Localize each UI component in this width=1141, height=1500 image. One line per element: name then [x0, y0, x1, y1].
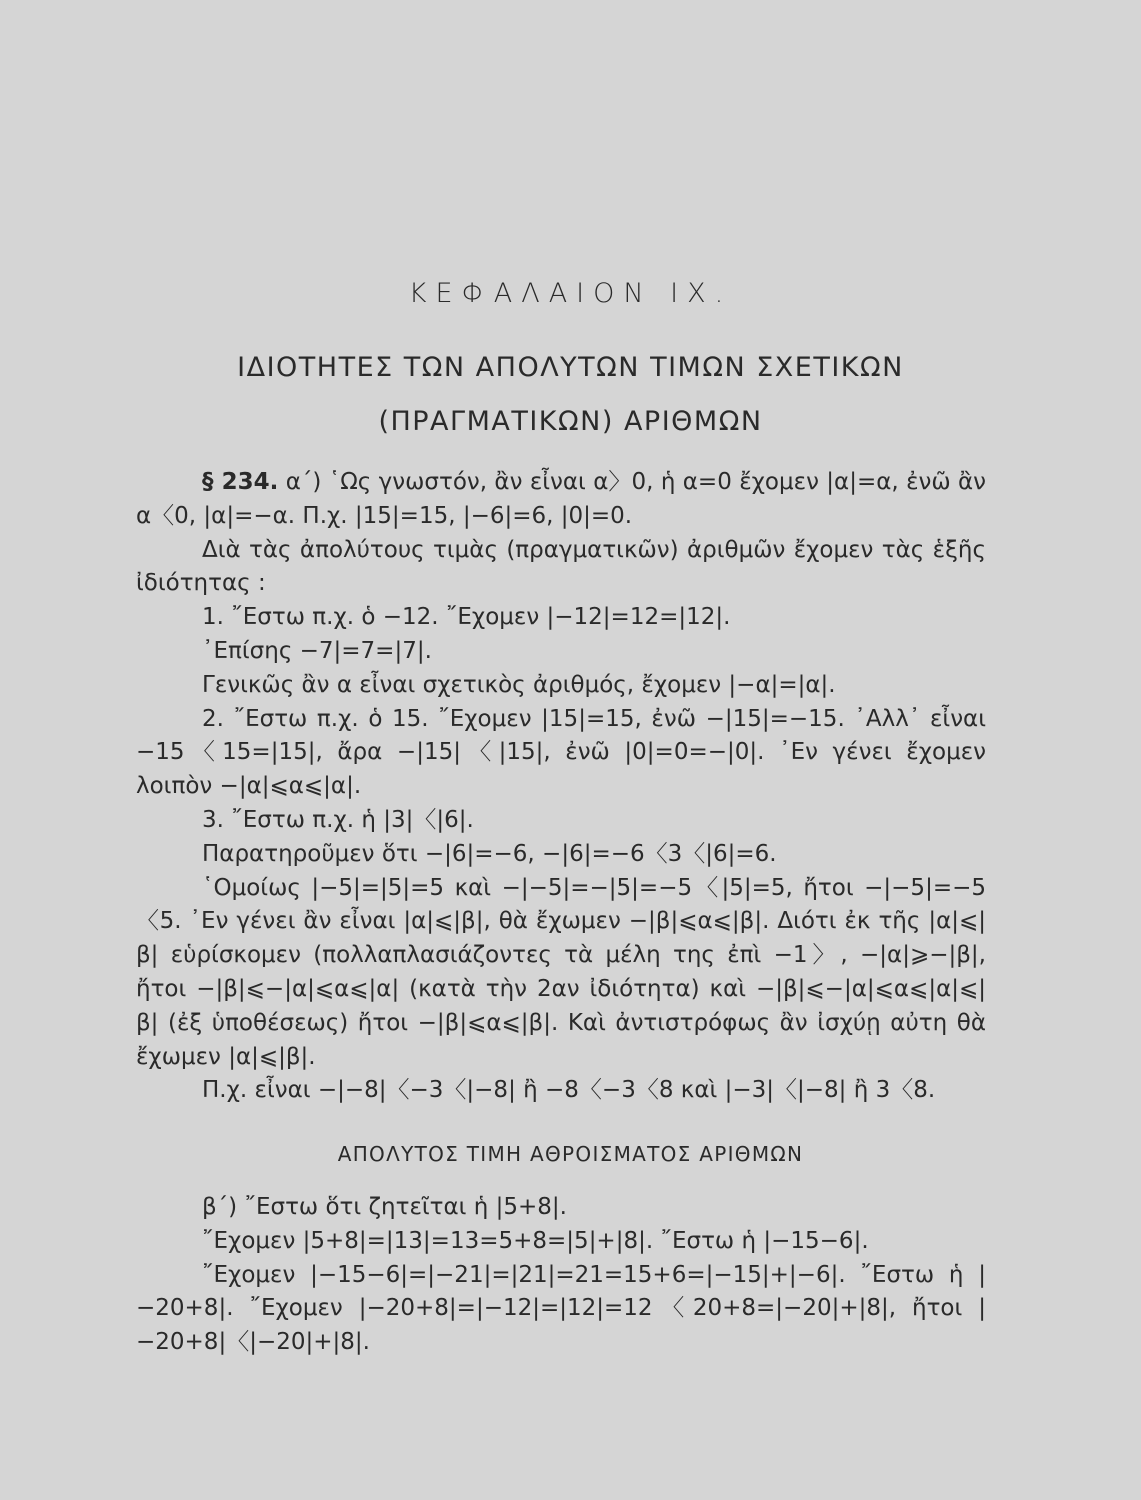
- chapter-title-line-1: ΙΔΙΟΤΗΤΕΣ ΤΩΝ ΑΠΟΛΥΤΩΝ ΤΙΜΩΝ ΣΧΕΤΙΚΩΝ: [237, 352, 904, 383]
- paragraph: Γενικῶς ἂν α εἶναι σχετικὸς ἀριθμός, ἔχομεν |−α|=|α|.: [202, 671, 836, 698]
- chapter-heading: ΚΕΦΑΛΑΙΟΝ ΙΧ.: [408, 278, 733, 309]
- paragraph: ῎Εχομεν |5+8|=|13|=13=5+8=|5|+|8|. ῎Εστω ἡ |−15−6|.: [202, 1227, 869, 1254]
- paragraph: ῎Εχομεν |−15−6|=|−21|=|21|=21=15+6=|−15|+|−6|. ῎Εστω ἡ |−20+8|. ῎Εχομεν |−20+8|=|−12|=|12|=12〈20+8=|−20|+|8|, ἤτοι |−20+8|〈|−20|+|8|.: [136, 1261, 986, 1356]
- paragraph-text: α΄) ῾Ως γνωστόν, ἂν εἶναι α〉0, ἡ α=0 ἔχομεν |α|=α, ἐνῶ ἂν α〈0, |α|=−α. Π.χ. |15|=15, |−6|=6, |0|=0.: [136, 469, 986, 529]
- paragraph: Παρατηροῦμεν ὅτι −|6|=−6, −|6|=−6〈3〈|6|=6.: [202, 840, 777, 867]
- subsection-heading: ΑΠΟΛΥΤΟΣ ΤΙΜΗ ΑΘΡΟΙΣΜΑΤΟΣ ΑΡΙΘΜΩΝ: [337, 1142, 804, 1166]
- paragraph: β΄) ῎Εστω ὅτι ζητεῖται ἡ |5+8|.: [202, 1194, 567, 1220]
- chapter-title-line-2: (ΠΡΑΓΜΑΤΙΚΩΝ) ΑΡΙΘΜΩΝ: [378, 406, 763, 437]
- paragraph: Π.χ. εἶναι −|−8|〈−3〈|−8| ἢ −8〈−3〈8 καὶ |−3|〈|−8| ἢ 3〈8.: [202, 1077, 936, 1104]
- section-number: § 234.: [202, 469, 279, 495]
- paragraph: 3. ῎Εστω π.χ. ἡ |3|〈|6|.: [202, 806, 474, 833]
- paragraph: 1. ῎Εστω π.χ. ὁ −12. ῎Εχομεν |−12|=12=|12|.: [202, 604, 731, 631]
- paragraph: ᾿Επίσης −7|=7=|7|.: [202, 637, 432, 664]
- paragraph: [136, 466, 986, 534]
- paragraph: Διὰ τὰς ἀπολύτους τιμὰς (πραγματικῶν) ἀριθμῶν ἔχομεν τὰς ἑξῆς ἰδιότητας :: [136, 536, 986, 597]
- paragraph: 2. ῎Εστω π.χ. ὁ 15. ῎Εχομεν |15|=15, ἐνῶ −|15|=−15. ᾿Αλλ᾿ εἶναι −15〈15=|15|, ἄρα −|15|〈|15|, ἐνῶ |0|=0=−|0|. ᾿Εν γένει ἔχομεν λοιπὸν −|α|⩽α⩽|α|.: [136, 705, 986, 800]
- section-234-body: [136, 466, 986, 1108]
- subsection-body: [136, 1191, 986, 1360]
- paragraph: ῾Ομοίως |−5|=|5|=5 καὶ −|−5|=−|5|=−5〈|5|=5, ἤτοι −|−5|=−5〈5. ᾿Εν γένει ἂν εἶναι |α|⩽|β|, θὰ ἔχωμεν −|β|⩽α⩽|β|. Διότι ἐκ τῆς |α|⩽|β| εὑρίσκομεν (πολλαπλασιάζοντες τὰ μέλη της ἐπὶ −1〉, −|α|⩾−|β|, ἤτοι −|β|⩽−|α|⩽α⩽|α| (κατὰ τὴν 2αν ἰδιότητα) καὶ −|β|⩽−|α|⩽α⩽|α|⩽|β| (ἐξ ὑποθέσεως) ἤτοι −|β|⩽α⩽|β|. Καὶ ἀντιστρόφως ἂν ἰσχύῃ αὐτη θὰ ἔχωμεν |α|⩽|β|.: [136, 874, 986, 1070]
